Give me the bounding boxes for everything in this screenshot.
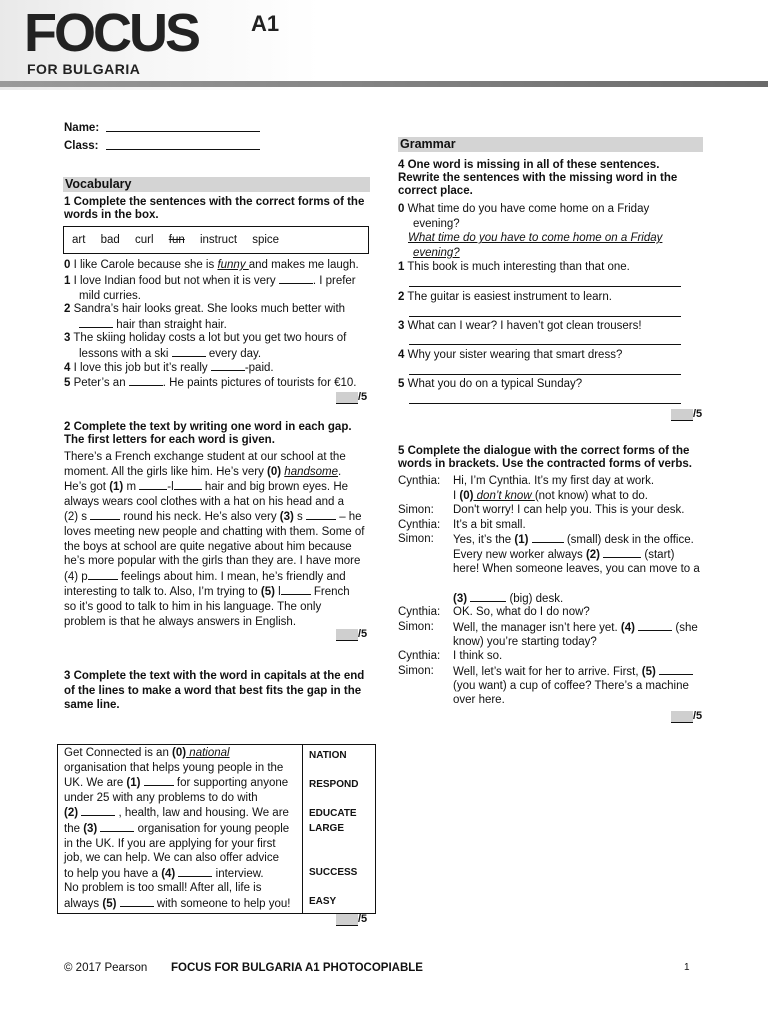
answer-blank[interactable] <box>90 509 120 520</box>
page-header <box>0 0 768 90</box>
ex4-item-4: 4 Why your sister wearing that smart dress? <box>398 349 623 361</box>
footer-copyright: © 2017 Pearson <box>64 962 148 974</box>
ex4-score: /5 <box>671 408 702 421</box>
ex5-dialogue: Cynthia: Hi, I’m Cynthia. It’s my first day at work. I (0) don’t know (not know) what to do. Simon: Don't worry! I can help you. This is your desk. Cynthia: It’s a bit small. Simon: Yes, it’s the (1) (small) desk in the office. Every new worker always (2) (start) here! When someone leaves, you can move to a (3) (big) desk. Cynthia: OK. So, what do I do now? Simon: Well, the manager isn’t here yet. (4) (she know) you’re starting today? Cynthia: I think so. Simon: Well, let’s wait for her to arrive. First, (5) (you want) a cup of coffee? There’s a machine over here. <box>398 475 700 706</box>
ex3-instruction: 3 Complete the text with the word in capitals at the end of the lines to make a word that best fits the gap in the same line. <box>64 670 365 711</box>
class-label: Class: <box>64 140 99 152</box>
ex1-item-4: 4 I love this job but it’s really -paid. <box>64 362 274 374</box>
speaker-label: Simon: <box>398 504 434 516</box>
cap-word: NATION <box>309 750 347 761</box>
box-word-used: fun <box>168 234 185 246</box>
ex2-text: There’s a French exchange student at our school at the moment. All the girls like him. He’s very (0) handsome. He’s got (1) m -l hair and big brown eyes. He always wears cool clothes with a hat on his head and a (2) s round his neck. He’s also very (3) s – he loves meeting new people and chatting with them. Some of the boys at school are quite negative about him because he’s more popular with the girls than they are. I have more (4) p feelings about him. I mean, he’s friendly and interesting to talk to. Also, I’m trying to (5) l French so it’s good to talk to him in his language. The only problem is that he always answers in English. <box>64 451 365 628</box>
ex4-item-5: 5 What you do on a typical Sunday? <box>398 378 583 390</box>
box-word: spice <box>252 234 280 246</box>
cap-word: EDUCATE <box>309 808 357 819</box>
class-field[interactable] <box>106 139 260 150</box>
cap-word: EASY <box>309 896 337 907</box>
ex1-item-0: 0 I like Carole because she is funny and makes me laugh. <box>64 259 359 271</box>
answer-blank[interactable] <box>144 775 174 786</box>
header-band <box>0 81 768 87</box>
answer-blank[interactable] <box>211 360 245 371</box>
cap-word: LARGE <box>309 823 344 834</box>
box-word: bad <box>100 234 120 246</box>
speaker-label: Cynthia: <box>398 606 441 618</box>
ex1-item-2: 2 Sandra’s hair looks great. She looks much better with hair than straight hair. <box>64 303 346 331</box>
answer-line[interactable] <box>409 374 681 375</box>
ex5-instruction: 5 Complete the dialogue with the correct forms of the words in brackets. Use the contracted forms of verbs. <box>398 445 692 470</box>
vocabulary-heading: Vocabulary <box>63 177 370 192</box>
box-word: curl <box>135 234 154 246</box>
ex1-instruction: 1 Complete the sentences with the correct forms of the words in the box. <box>64 196 365 221</box>
cap-word: SUCCESS <box>309 867 358 878</box>
grammar-heading: Grammar <box>398 137 703 152</box>
answer-blank[interactable] <box>279 273 313 284</box>
ex3-box <box>57 744 376 914</box>
ex1-score: /5 <box>336 391 367 404</box>
speaker-label: Cynthia: <box>398 519 441 531</box>
answer-blank[interactable] <box>120 896 154 907</box>
page-number: 1 <box>684 962 690 973</box>
answer-blank[interactable] <box>88 569 118 580</box>
answer-line[interactable] <box>409 344 681 345</box>
ex3-divider <box>302 745 303 913</box>
answer-blank[interactable] <box>603 547 641 558</box>
answer-blank[interactable] <box>470 591 506 602</box>
ex4-item-1: 1 This book is much interesting than that one. <box>398 261 630 273</box>
answer-blank[interactable] <box>129 375 163 386</box>
answer-blank[interactable] <box>172 346 206 357</box>
answer-blank[interactable] <box>178 866 212 877</box>
answer-blank[interactable] <box>638 620 672 631</box>
level-label: A1 <box>251 11 280 36</box>
answer-line[interactable] <box>409 286 681 287</box>
speaker-label: Simon: <box>398 533 434 545</box>
answer-blank[interactable] <box>281 584 311 595</box>
answer-blank[interactable] <box>659 664 693 675</box>
answer-line[interactable] <box>409 403 681 404</box>
logo-subtitle: FOR BULGARIA <box>27 61 141 77</box>
cap-word: RESPOND <box>309 779 359 790</box>
ex4-instruction: 4 One word is missing in all of these sentences. Rewrite the sentences with the missing word in the correct place. <box>398 159 678 197</box>
name-label: Name: <box>64 122 100 134</box>
answer-blank[interactable] <box>532 532 564 543</box>
speaker-label: Cynthia: <box>398 650 441 662</box>
ex1-item-1: 1 I love Indian food but not when it is very . I prefer mild curries. <box>64 275 356 302</box>
word-box <box>63 226 369 254</box>
speaker-label: Simon: <box>398 665 434 677</box>
ex4-item-2: 2 The guitar is easiest instrument to learn. <box>398 291 612 303</box>
speaker-label: Cynthia: <box>398 475 441 487</box>
answer-blank[interactable] <box>174 479 202 490</box>
box-word: art <box>72 234 86 246</box>
answer-blank[interactable] <box>79 317 113 328</box>
footer-title: FOCUS FOR BULGARIA A1 PHOTOCOPIABLE <box>171 962 423 974</box>
answer-blank[interactable] <box>81 805 115 816</box>
ex4-item-0: 0 What time do you have come home on a Friday evening? What time do you have to come home on a Friday evening? <box>398 203 663 259</box>
speaker-label: Simon: <box>398 621 434 633</box>
ex4-item-3: 3 What can I wear? I haven’t got clean trousers! <box>398 320 642 332</box>
answer-blank[interactable] <box>139 479 167 490</box>
ex2-instruction: 2 Complete the text by writing one word in each gap. The first letters for each word is given. <box>64 421 352 446</box>
focus-logo: FOCUS <box>24 3 198 63</box>
answer-blank[interactable] <box>306 509 336 520</box>
answer-blank[interactable] <box>100 821 134 832</box>
box-word: instruct <box>199 234 238 246</box>
answer-line[interactable] <box>409 316 681 317</box>
ex3-text: Get Connected is an (0) national organisation that helps young people in the UK. We are (1) for supporting anyone under 25 with any problems to do with (2) , health, law and housing. We are the (3) organisation for young people in the UK. If you are applying for your first job, we can help. We can also offer advice to help you have a (4) interview. No problem is too small! After all, life is always (5) with someone to help you! <box>64 747 291 910</box>
ex2-score: /5 <box>336 628 367 641</box>
ex3-score: /5 <box>336 913 367 926</box>
name-field[interactable] <box>106 121 260 132</box>
ex1-item-3: 3 The skiing holiday costs a lot but you get two hours of lessons with a ski every day. <box>64 332 347 360</box>
ex1-item-5: 5 Peter’s an . He paints pictures of tourists for €10. <box>64 377 357 389</box>
ex5-score: /5 <box>671 710 702 723</box>
